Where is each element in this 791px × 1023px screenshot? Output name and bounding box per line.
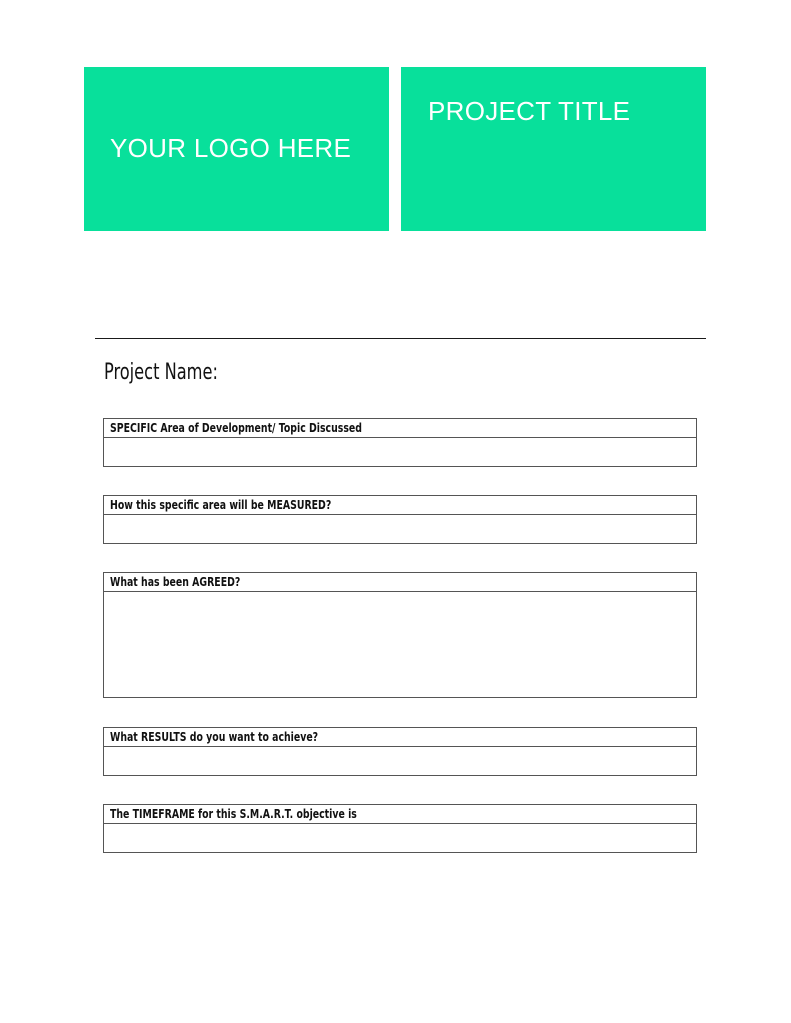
section-specific-area (103, 418, 697, 467)
logo-placeholder-box (84, 67, 389, 231)
agreed-field[interactable] (104, 592, 696, 697)
results-field[interactable] (104, 747, 696, 775)
section-label: How this specific area will be MEASURED? (104, 496, 696, 515)
project-title-box (401, 67, 706, 231)
section-label: What has been AGREED? (104, 573, 696, 592)
project-title-text: PROJECT TITLE (428, 96, 631, 126)
section-timeframe (103, 804, 697, 853)
logo-placeholder-text: YOUR LOGO HERE (110, 133, 352, 163)
measured-field[interactable] (104, 515, 696, 543)
section-label: SPECIFIC Area of Development/ Topic Discussed (104, 419, 696, 438)
header-divider (95, 338, 706, 339)
section-measured (103, 495, 697, 544)
timeframe-field[interactable] (104, 824, 696, 852)
section-label: What RESULTS do you want to achieve? (104, 728, 696, 747)
section-results (103, 727, 697, 776)
section-label: The TIMEFRAME for this S.M.A.R.T. objective is (104, 805, 696, 824)
specific-area-field[interactable] (104, 438, 696, 466)
section-agreed (103, 572, 697, 698)
project-name-label: Project Name: (104, 360, 218, 385)
